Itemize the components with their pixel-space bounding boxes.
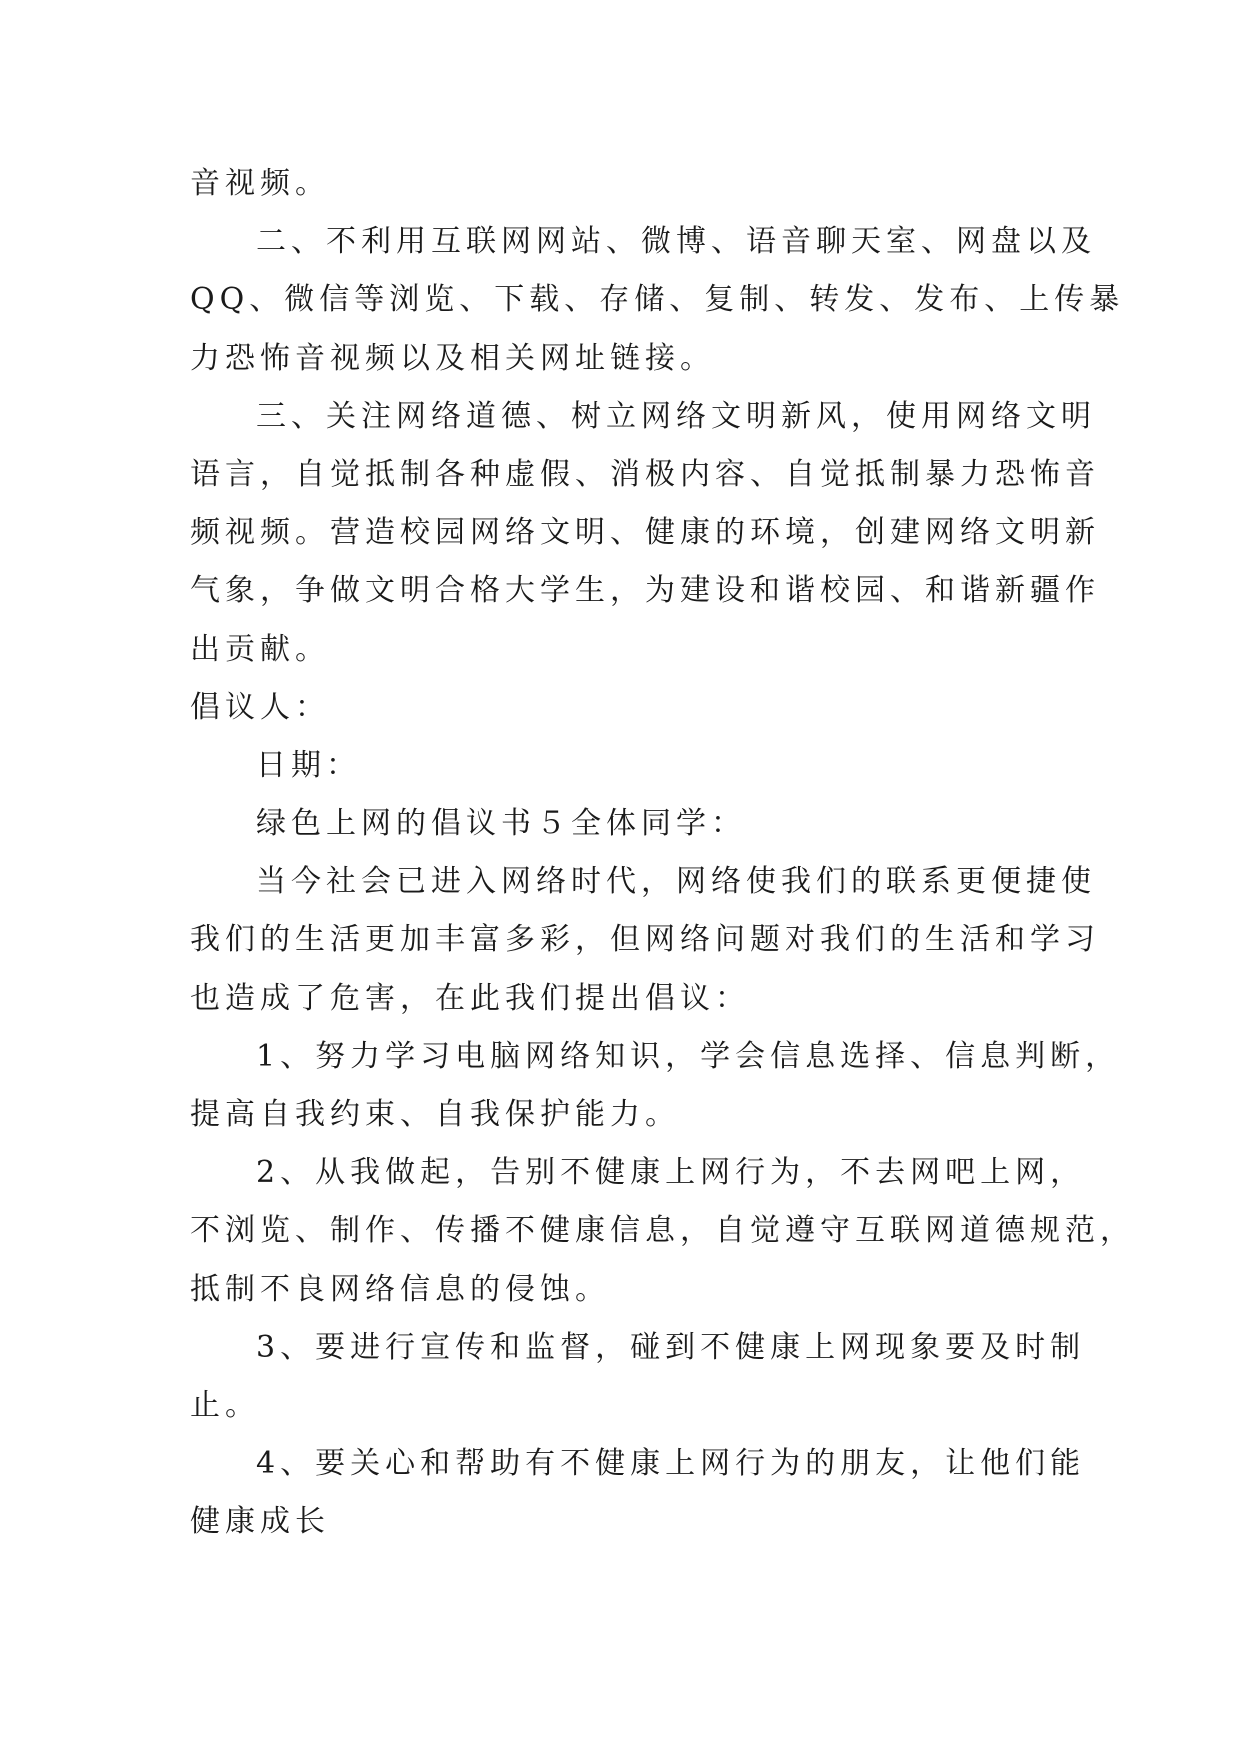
text-line: 4、要关心和帮助有不健康上网行为的朋友，让他们能	[256, 1446, 1086, 1482]
text-line: 健康成长	[190, 1504, 330, 1540]
text-line: 止。	[190, 1387, 260, 1423]
text-line: 当今社会已进入网络时代，网络使我们的联系更便捷使	[256, 864, 1096, 900]
text-line: 1、努力学习电脑网络知识，学会信息选择、信息判断，	[256, 1038, 1121, 1074]
text-line: 力恐怖音视频以及相关网址链接。	[190, 340, 715, 376]
text-line: 频视频。营造校园网络文明、健康的环境，创建网络文明新	[190, 515, 1100, 551]
text-line: 语言，自觉抵制各种虚假、消极内容、自觉抵制暴力恐怖音	[190, 456, 1100, 492]
text-line: 音视频。	[190, 166, 330, 201]
text-line: 三、关注网络道德、树立网络文明新风，使用网络文明	[256, 398, 1096, 434]
text-line: 出贡献。	[190, 631, 330, 667]
text-line: 二、不利用互联网网站、微博、语音聊天室、网盘以及	[256, 224, 1096, 260]
text-line: 也造成了危害，在此我们提出倡议：	[190, 980, 750, 1016]
text-line: 抵制不良网络信息的侵蚀。	[190, 1271, 610, 1307]
text-line: 气象，争做文明合格大学生，为建设和谐校园、和谐新疆作	[190, 573, 1100, 609]
text-line: 我们的生活更加丰富多彩，但网络问题对我们的生活和学习	[190, 922, 1100, 958]
text-line: QQ、微信等浏览、下载、存储、复制、转发、发布、上传暴	[190, 282, 1125, 318]
text-line: 不浏览、制作、传播不健康信息，自觉遵守互联网道德规范，	[190, 1213, 1135, 1249]
text-line: 2、从我做起，告别不健康上网行为，不去网吧上网，	[256, 1155, 1086, 1191]
date-label: 日期：	[256, 747, 361, 783]
document-body	[190, 155, 1135, 1552]
proposer-label: 倡议人：	[190, 689, 330, 725]
text-line: 提高自我约束、自我保护能力。	[190, 1097, 680, 1132]
section-heading: 绿色上网的倡议书５全体同学：	[256, 806, 746, 842]
text-line: 3、要进行宣传和监督，碰到不健康上网现象要及时制	[256, 1329, 1086, 1365]
